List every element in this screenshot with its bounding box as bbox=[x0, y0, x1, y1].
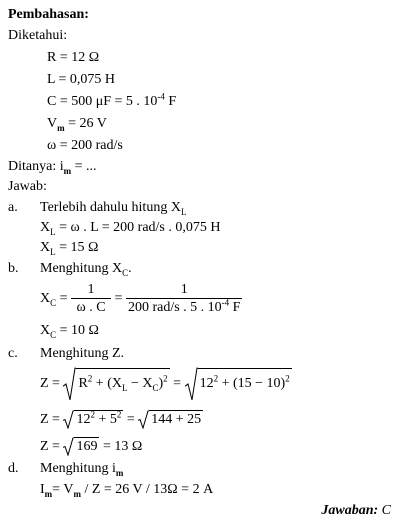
step-b-marker: b. bbox=[8, 261, 19, 276]
fraction-1-over-values: $\frac{1}{200 rad/s . 5 . 10^{-4} F}$ bbox=[127, 282, 241, 316]
known-capacitance: C = 500 μF = 5 . $10^{-4}$ F bbox=[47, 91, 177, 109]
answer-label: Jawab: bbox=[8, 179, 47, 194]
sqrt-symbol: $R^2 + (X_L - X_C)^2$ bbox=[63, 367, 169, 401]
sqrt-symbol: $12^2 + 5^2$ bbox=[63, 410, 123, 429]
heading: Pembahasan: bbox=[8, 7, 89, 22]
step-b-title: Menghitung $X_C$. bbox=[40, 261, 132, 278]
known-inductance: L = 0,075 H bbox=[47, 72, 116, 87]
step-c-impedance-formula: Z = $R^2 + (X_L - X_C)^2$ = $12^2 + (15 - 10)^2$ bbox=[40, 367, 292, 401]
step-c-impedance-calc: Z = $12^2 + 5^2$ = 144 + 25 bbox=[40, 409, 202, 427]
known-omega: ω = 200 rad/s bbox=[47, 138, 123, 153]
sqrt-symbol: 144 + 25 bbox=[138, 410, 203, 429]
known-voltage: $V_m = 26$ V bbox=[47, 116, 107, 133]
known-label: Diketahui: bbox=[8, 28, 68, 43]
final-answer: Jawaban: C bbox=[321, 503, 391, 518]
step-d-marker: d. bbox=[8, 461, 19, 476]
asked-line: Ditanya: $i_m$ = ... bbox=[8, 159, 97, 176]
step-d-current: $I_m= V_m / Z = 26$ V / 13Ω = 2 A bbox=[40, 482, 214, 499]
step-a-line1: $X_L = \omega$ . L = 200 rad/s . 0,075 H bbox=[40, 220, 221, 237]
fraction-1-over-omega-c: $\frac{1}{\omega . C}$ bbox=[71, 281, 111, 316]
step-a-title: Terlebih dahulu hitung $X_L$ bbox=[40, 200, 187, 217]
step-c-impedance-result: Z = 169 = 13 Ω bbox=[40, 439, 143, 454]
step-a-marker: a. bbox=[8, 200, 18, 215]
step-c-title: Menghitung Z. bbox=[40, 346, 124, 361]
step-d-title: Menghitung $i_m$ bbox=[40, 461, 124, 478]
step-c-marker: c. bbox=[8, 346, 18, 361]
step-b-formula: $X_C$ = $\frac{1}{\omega . C}$ = $\frac{1}{200 rad/s . 5 . 10^{-4} F}$ bbox=[40, 282, 241, 316]
known-resistance: R = 12 Ω bbox=[47, 50, 100, 65]
sqrt-symbol: 169 bbox=[63, 437, 99, 456]
step-b-result: $X_C = 10$ Ω bbox=[40, 323, 99, 340]
sqrt-symbol: $12^2 + (15 - 10)^2$ bbox=[185, 367, 292, 401]
step-a-line2: $X_L = 15$ Ω bbox=[40, 240, 99, 257]
